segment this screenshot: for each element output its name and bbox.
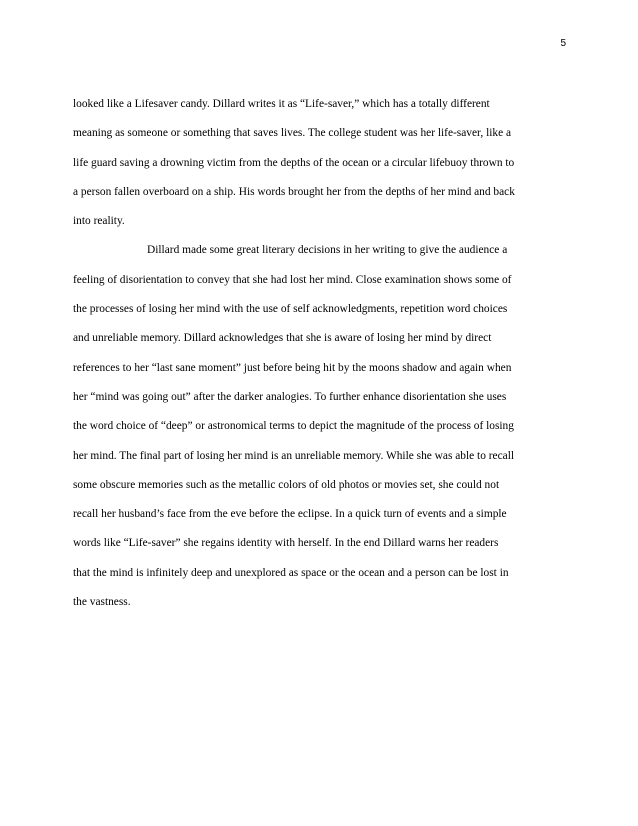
text-line: into reality. (73, 215, 125, 228)
text-line: and unreliable memory. Dillard acknowledges that she is aware of losing her mind by direct (73, 332, 492, 345)
text-line: a person fallen overboard on a ship. His words brought her from the depths of her mind and back (73, 185, 515, 198)
text-line: the vastness. (73, 596, 131, 609)
text-line: references to her “last sane moment” just before being hit by the moons shadow and again when (73, 361, 512, 374)
text-line: feeling of disorientation to convey that she had lost her mind. Close examination shows some of (73, 273, 512, 286)
page-number: 5 (560, 38, 566, 49)
body-text (73, 90, 573, 617)
text-line: her mind. The final part of losing her mind is an unreliable memory. While she was able to recall (73, 449, 515, 462)
text-line: meaning as someone or something that saves lives. The college student was her life-saver, like a (73, 127, 512, 140)
text-line: life guard saving a drowning victim from the depths of the ocean or a circular lifebuoy thrown to (73, 156, 515, 169)
text-line: that the mind is infinitely deep and unexplored as space or the ocean and a person can be lost in (73, 566, 509, 579)
text-line: words like “Life-saver” she regains identity with herself. In the end Dillard warns her readers (73, 537, 499, 550)
text-line: recall her husband’s face from the eve before the eclipse. In a quick turn of events and a simple (73, 508, 507, 521)
text-line: the processes of losing her mind with the use of self acknowledgments, repetition word choices (73, 303, 508, 316)
text-line: some obscure memories such as the metallic colors of old photos or movies set, she could not (73, 478, 500, 491)
text-line: her “mind was going out” after the darker analogies. To further enhance disorientation she uses (73, 390, 507, 403)
text-line: looked like a Lifesaver candy. Dillard writes it as “Life-saver,” which has a totally different (73, 98, 490, 110)
paragraph-first-line: Dillard made some great literary decisions in her writing to give the audience a (147, 244, 508, 257)
text-line: the word choice of “deep” or astronomical terms to depict the magnitude of the process of losing (73, 420, 514, 433)
